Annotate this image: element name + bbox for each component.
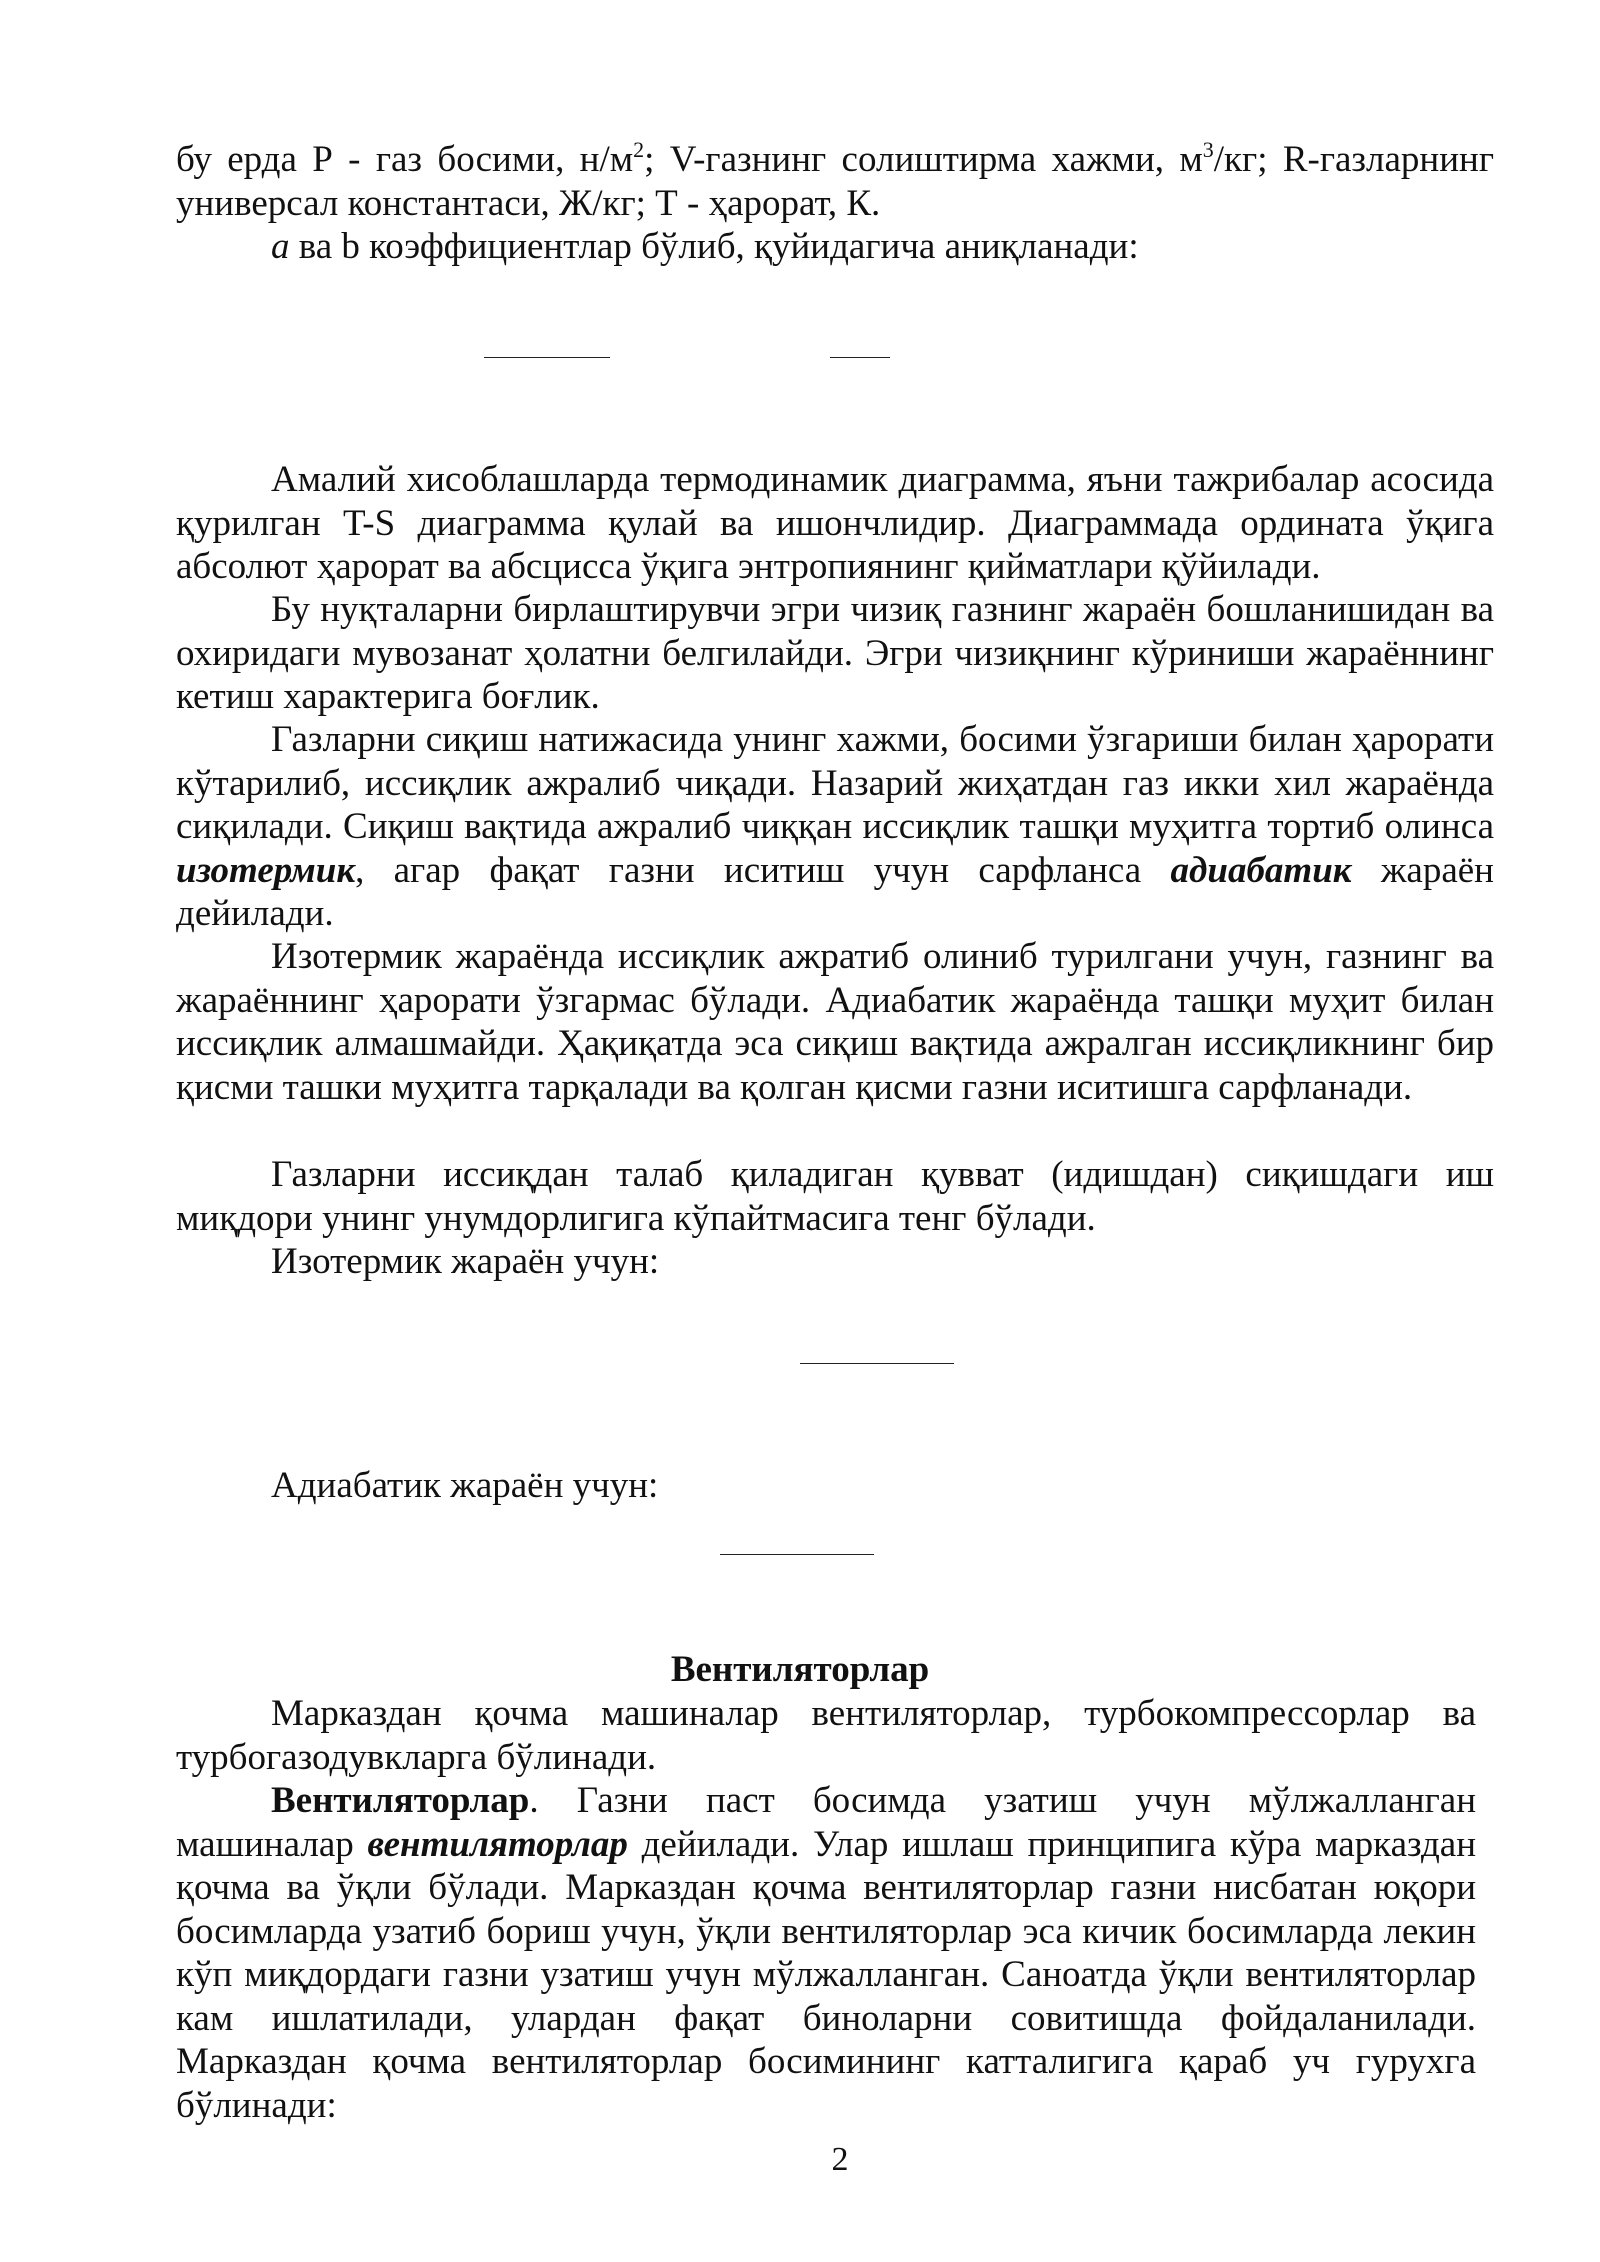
text-run: /кг; R-газларнинг универсал константаси, Ж/кг; Т - ҳарорат, К. [176,139,1495,224]
variables-definition-paragraph [176,138,1494,225]
coefficients-paragraph [176,225,1494,269]
text-run: ; V-газнинг солиштирма хажми, м [644,139,1203,180]
text-run: дейилади. Улар ишлаш принципига кўра марказдан қочма ва ўқли бўлади. Марказдан қочма вентиляторлар газни нисбатан юқори босимларда узатиб бориш учун, ўқли вентиляторлар эса кичик босимларда лекин кўп миқдордаги газни узатиш учун мўлжалланган. Саноатда ўқли вентиляторлар кам ишлатилади, улардан фақат биноларни совитишда фойдаланилади. Марказдан қочма вентиляторлар босимининг катталигига қараб уч гурухга бўлинади: [176,1823,1476,2126]
text-run: Газларни сиқиш натижасида унинг хажми, босими ўзгариши билан ҳарорати кўтарилиб, иссиқлик ажралиб чиқади. Назарий жиҳатдан газ икки хил жараёнда сиқилади. Сиқиш вақтида ажралиб чиққан иссиқлик ташқи муҳитга тортиб олинса [176,719,1494,847]
text-run: бу ерда Р - газ босими, н/м [176,139,634,180]
isothermal-label [176,1240,1494,1284]
page-number: 2 [831,2141,849,2178]
text-run: ва b коэффициентлар бўлиб, қуйидагича аниқланади: [289,226,1139,267]
term-ventilators-lead: Вентиляторлар [271,1780,530,1821]
paragraph-text: Марказдан қочма машиналар вентиляторлар, турбокомпрессорлар ва турбогазодувкларга бўлинади. [176,1693,1476,1778]
label-text: Изотермик жараён учун: [271,1241,660,1282]
formula-fraction-line [830,357,890,358]
curve-paragraph [176,588,1494,719]
superscript: 2 [633,137,645,162]
paragraph-text: Бу нуқталарни бирлаштирувчи эгри чизиқ газнинг жараён бошланишидан ва охиридаги мувозанат ҳолатни белгилайди. Эгри чизиқнинг кўриниши жараённинг кетиш характерига боғлик. [176,589,1494,717]
ts-diagram-paragraph [176,458,1494,589]
superscript: 3 [1202,137,1214,162]
term-ventilators: вентиляторлар [367,1823,628,1865]
section-heading: Вентиляторлар [670,1649,930,1690]
compression-paragraph [176,718,1494,936]
text-run: , агар фақат газни иситиш учун сарфланса [355,849,1171,891]
formula-fraction-line [484,357,610,358]
formula-fraction-line [800,1363,954,1364]
adiabatic-label [176,1464,1494,1508]
paragraph-text: Изотермик жараёнда иссиқлик ажратиб олиниб турилгани учун, газнинг ва жараённинг ҳарорати ўзгармас бўлади. Адиабатик жараёнда ташқи муҳит билан иссиқлик алмашмайди. Ҳақиқатда эса сиқиш вақтида ажралган иссиқликнинг бир қисми ташки муҳитга тарқалади ва қолган қисми газни иситишга сарфланади. [176,936,1494,1108]
text-run: жараён дейилади. [176,849,1494,934]
ventilators-intro-paragraph [176,1692,1476,1779]
formula-fraction-line [720,1554,874,1555]
text-run: . Газни паст босимда узатиш учун мўлжалланган машиналар [176,1780,1476,1865]
ventilators-definition-paragraph [176,1779,1476,2127]
power-paragraph [176,1153,1494,1240]
term-isothermal: изотермик [176,849,356,891]
variable-a: a [271,226,290,267]
label-text: Адиабатик жараён учун: [271,1465,659,1506]
paragraph-text: Газларни иссиқдан талаб қиладиган қувват (идишдан) сиқишдаги иш миқдори унинг унумдорлигига кўпайтмасига тенг бўлади. [176,1154,1494,1239]
paragraph-text: Амалий хисоблашларда термодинамик диаграмма, яъни тажрибалар асосида қурилган T-S диаграмма қулай ва ишончлидир. Диаграммада ордината ўқига абсолют ҳарорат ва абсцисса ўқига энтропиянинг қийматлари қўйилади. [176,459,1494,587]
term-adiabatic: адиабатик [1170,849,1352,891]
isothermal-process-paragraph [176,935,1494,1109]
